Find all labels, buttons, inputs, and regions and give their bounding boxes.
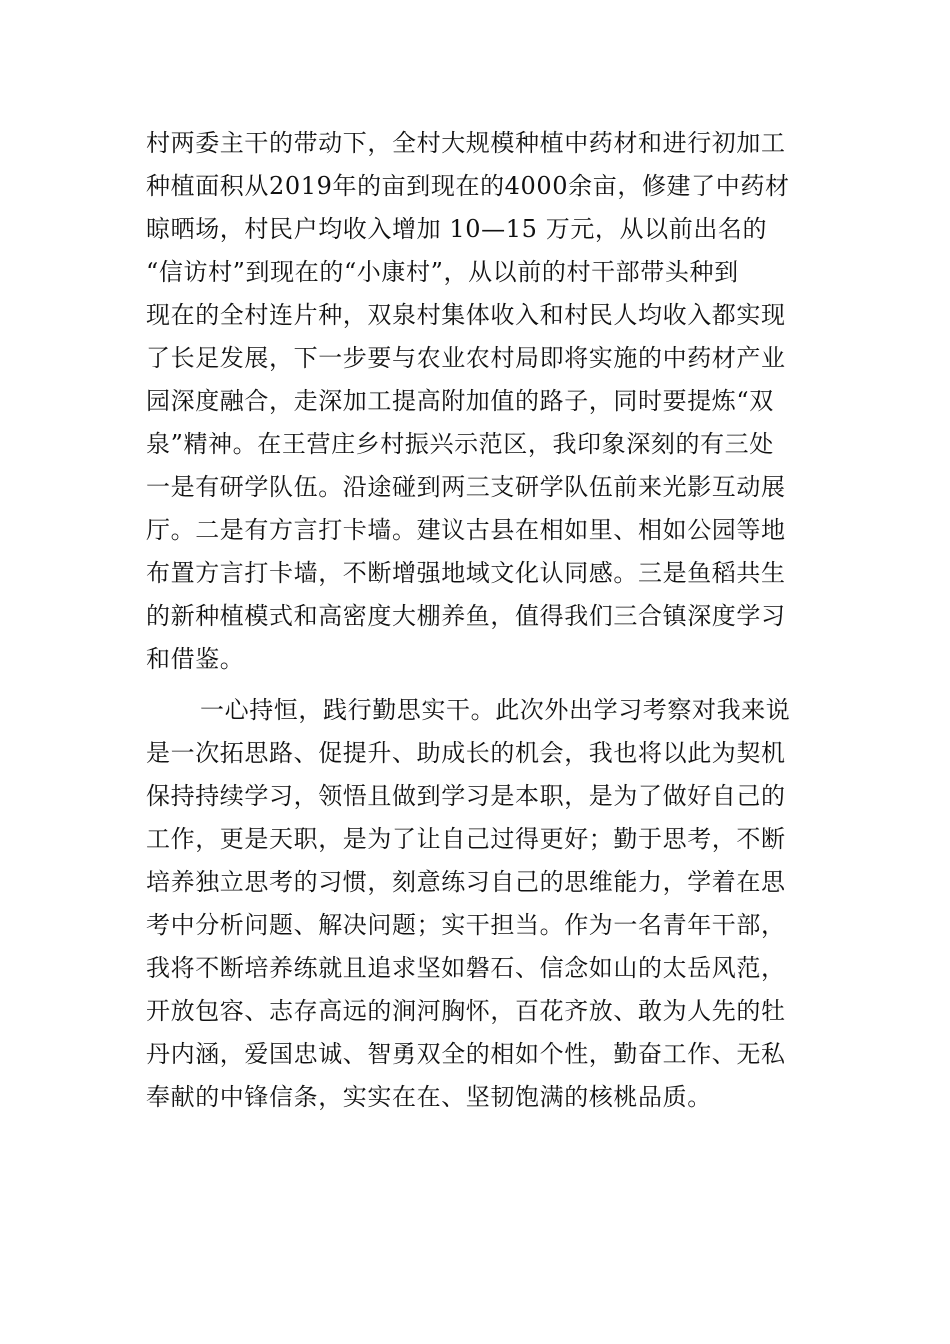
text-line: 考中分析问题、解决问题；实干担当。作为一名青年干部， bbox=[146, 911, 786, 939]
text-line: 保持持续学习，领悟且做到学习是本职，是为了做好自己的 bbox=[146, 782, 786, 810]
text-line: 丹内涵，爱国忠诚、智勇双全的相如个性，勤奋工作、无私 bbox=[146, 1040, 786, 1068]
document-body bbox=[146, 122, 836, 1119]
text-line: 村两委主干的带动下，全村大规模种植中药材和进行初加工 bbox=[146, 129, 786, 157]
text-line: 种植面积从2019年的亩到现在的4000余亩，修建了中药材 bbox=[146, 172, 790, 200]
text-line: 泉”精神。在王营庄乡村振兴示范区，我印象深刻的有三处 bbox=[146, 430, 774, 458]
text-line: 工作，更是天职，是为了让自己过得更好；勤于思考，不断 bbox=[146, 825, 786, 853]
text-line: “信访村”到现在的“小康村”，从以前的村干部带头种到 bbox=[146, 258, 739, 286]
text-line: 开放包容、志存高远的涧河胸怀，百花齐放、敢为人先的牡 bbox=[146, 997, 786, 1025]
text-line: 晾晒场，村民户均收入增加 10—15 万元，从以前出名的 bbox=[146, 215, 768, 243]
paragraph-gap bbox=[146, 681, 836, 689]
paragraph-1 bbox=[146, 122, 836, 681]
text-line: 和借鉴。 bbox=[146, 645, 245, 673]
text-line: 园深度融合，走深加工提高附加值的路子，同时要提炼“双 bbox=[146, 387, 774, 415]
text-line: 一心持恒，践行勤思实干。此次外出学习考察对我来说 bbox=[200, 696, 791, 724]
text-line: 培养独立思考的习惯，刻意练习自己的思维能力，学着在思 bbox=[146, 868, 786, 896]
text-line: 奉献的中锋信条，实实在在、坚韧饱满的核桃品质。 bbox=[146, 1083, 712, 1111]
paragraph-2 bbox=[146, 689, 836, 1119]
text-line: 厅。二是有方言打卡墙。建议古县在相如里、相如公园等地 bbox=[146, 516, 786, 544]
text-line: 一是有研学队伍。沿途碰到两三支研学队伍前来光影互动展 bbox=[146, 473, 786, 501]
text-line: 我将不断培养练就且追求坚如磐石、信念如山的太岳风范， bbox=[146, 954, 786, 982]
text-line: 是一次拓思路、促提升、助成长的机会，我也将以此为契机 bbox=[146, 739, 786, 767]
text-line: 布置方言打卡墙，不断增强地域文化认同感。三是鱼稻共生 bbox=[146, 559, 786, 587]
text-line: 的新种植模式和高密度大棚养鱼，值得我们三合镇深度学习 bbox=[146, 602, 786, 630]
text-line: 了长足发展，下一步要与农业农村局即将实施的中药材产业 bbox=[146, 344, 786, 372]
text-line: 现在的全村连片种，双泉村集体收入和村民人均收入都实现 bbox=[146, 301, 786, 329]
